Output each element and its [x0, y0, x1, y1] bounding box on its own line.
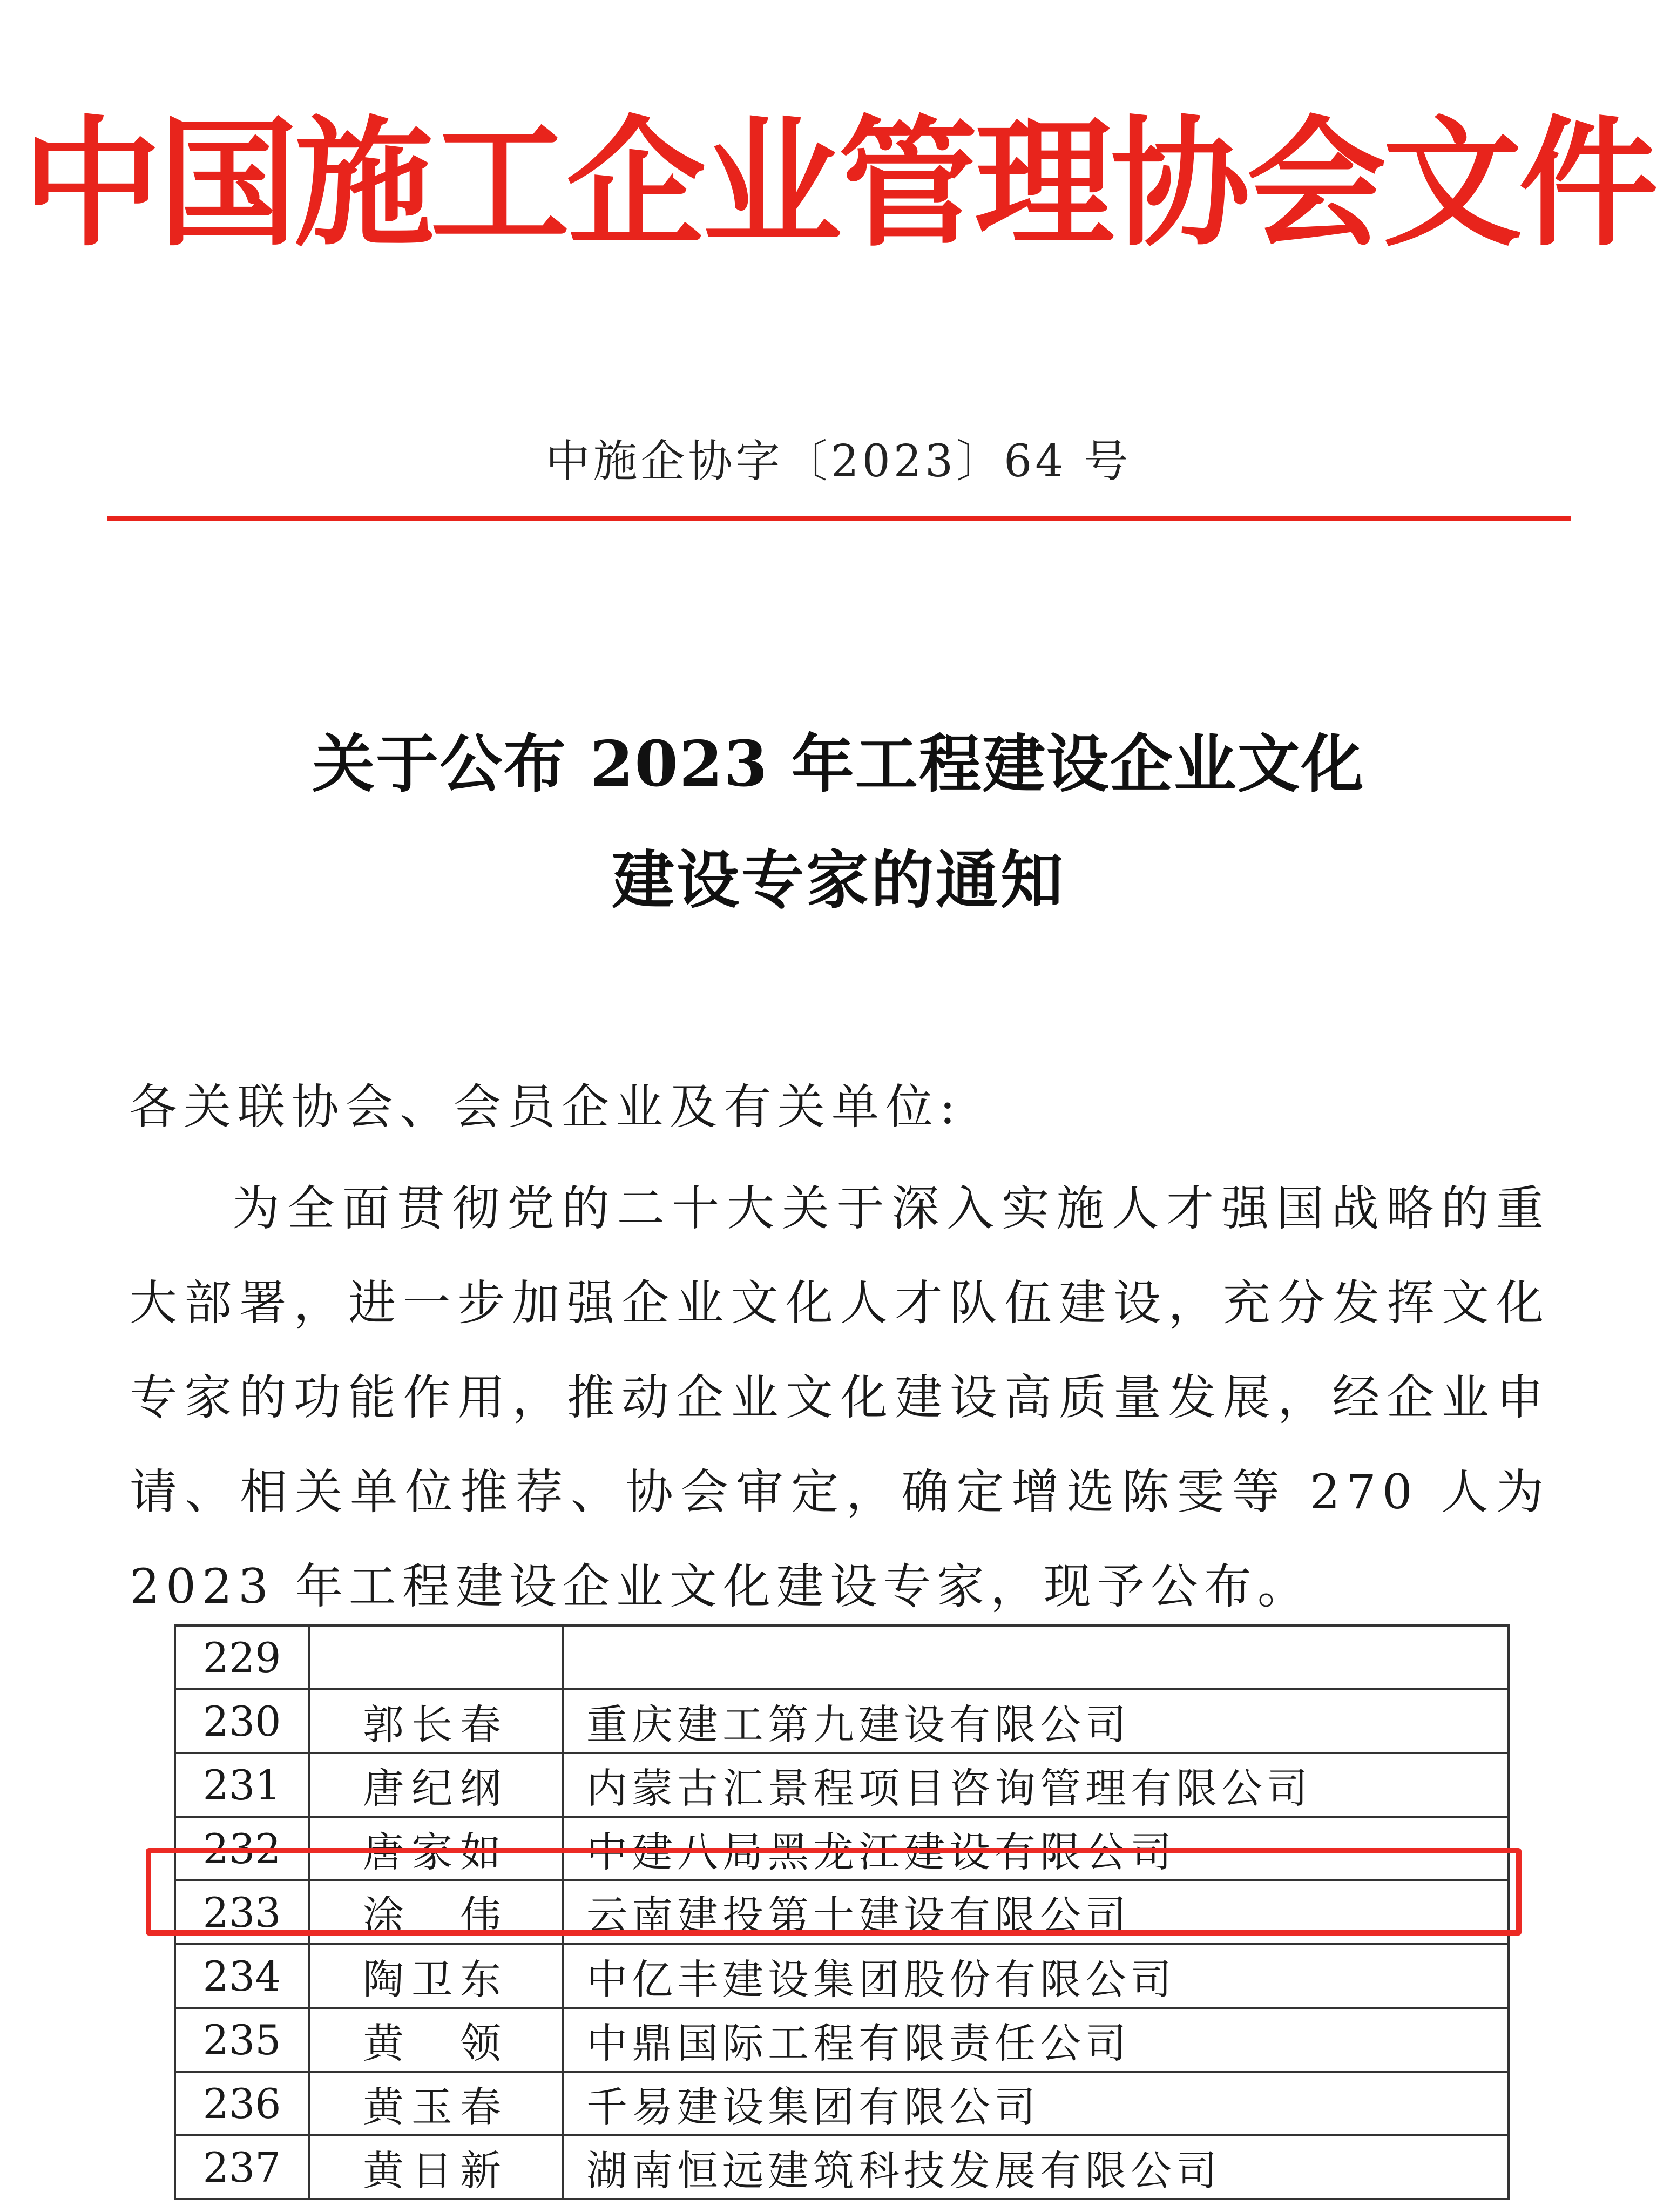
row-number: 233 [175, 1880, 309, 1944]
row-number: 229 [175, 1626, 309, 1689]
table-row [175, 1626, 1509, 1689]
table-row [175, 1944, 1509, 2008]
salutation: 各关联协会、会员企业及有关单位: [130, 1079, 962, 1135]
table-row [175, 1753, 1509, 1817]
notice-title-line-1: 关于公布 2023 年工程建设企业文化 [312, 727, 1365, 801]
expert-name: 陶卫东 [309, 1944, 563, 2008]
expert-name: 郭长春 [309, 1689, 563, 1753]
row-number: 234 [175, 1944, 309, 2008]
expert-unit [563, 1626, 1509, 1689]
red-divider-line [107, 516, 1571, 521]
row-number: 230 [175, 1689, 309, 1753]
document-number: 中施企协字〔2023〕64 号 [545, 436, 1132, 487]
expert-unit: 中亿丰建设集团股份有限公司 [563, 1944, 1509, 2008]
expert-unit: 中建八局黑龙江建设有限公司 [563, 1817, 1509, 1880]
row-number: 237 [175, 2135, 309, 2199]
expert-name: 唐家如 [309, 1817, 563, 1880]
table-row [175, 2008, 1509, 2072]
highlight-box-row-233 [146, 1848, 1522, 1936]
expert-name: 黄日新 [309, 2135, 563, 2199]
notice-title-line-2: 建设专家的通知 [612, 844, 1065, 917]
row-number: 236 [175, 2072, 309, 2135]
expert-name: 涂 伟 [309, 1880, 563, 1944]
row-number: 235 [175, 2008, 309, 2072]
document-masthead: 中国施工企业管理协会文件 [22, 102, 1655, 265]
expert-unit: 千易建设集团有限公司 [563, 2072, 1509, 2135]
table-row [175, 2072, 1509, 2135]
expert-name [309, 1626, 563, 1689]
body-paragraph: 为全面贯彻党的二十大关于深入实施人才强国战略的重大部署，进一步加强企业文化人才队伍建设，充分发挥文化专家的功能作用，推动企业文化建设高质量发展，经企业申请、相关单位推荐、协会审定，确定增选陈雯等 270 人为 2023 年工程建设企业文化建设专家，现予公布。 [130, 1181, 1550, 1614]
expert-unit: 中鼎国际工程有限责任公司 [563, 2008, 1509, 2072]
expert-name: 黄玉春 [309, 2072, 563, 2135]
expert-unit: 重庆建工第九建设有限公司 [563, 1689, 1509, 1753]
expert-name: 唐纪纲 [309, 1753, 563, 1817]
row-number: 231 [175, 1753, 309, 1817]
row-number: 232 [175, 1817, 309, 1880]
expert-unit: 内蒙古汇景程项目咨询管理有限公司 [563, 1753, 1509, 1817]
expert-unit: 湖南恒远建筑科技发展有限公司 [563, 2135, 1509, 2199]
expert-unit: 云南建投第十建设有限公司 [563, 1880, 1509, 1944]
table-row [175, 2135, 1509, 2199]
expert-name: 黄 领 [309, 2008, 563, 2072]
table-row [175, 1689, 1509, 1753]
